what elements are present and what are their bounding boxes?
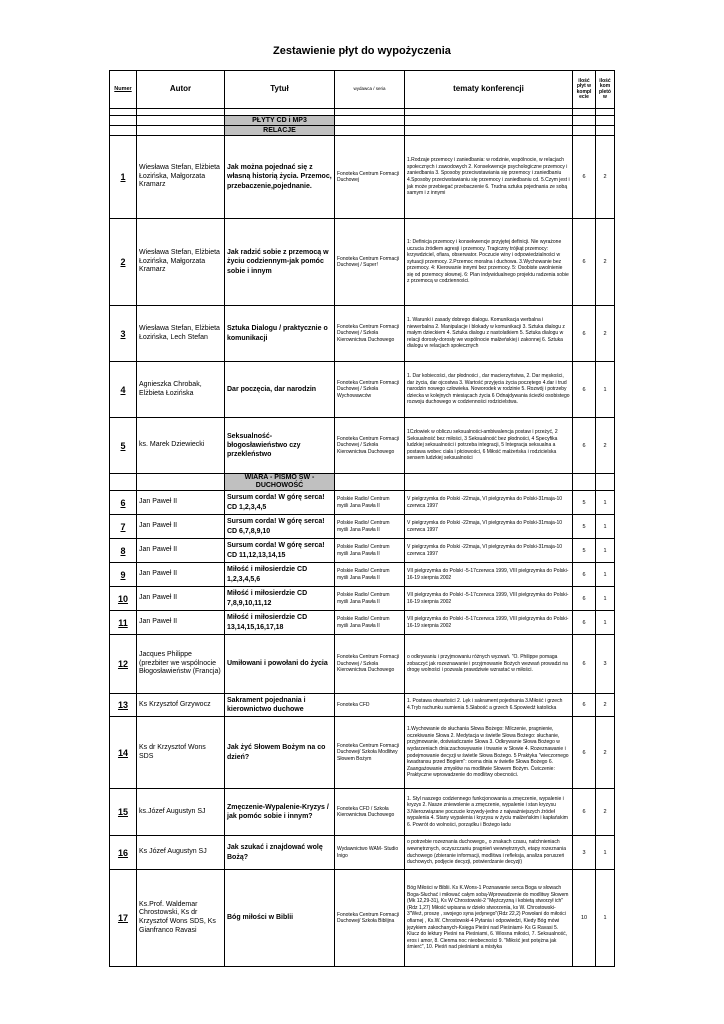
row-number: 1 xyxy=(110,136,137,219)
row-number: 5 xyxy=(110,418,137,474)
header-ilosc-plyt: ilość płyt w kompl ecie xyxy=(573,71,596,109)
row-topics: 1.Wychowanie do słuchania Słowa Bożego: Milczenie, pragnienie, oczekiwanie Słowa 2. Medytacja w świetle Słowa Bożego: słuchanie, przyjmowanie, doświadczanie Słowa 3. Odkrywanie Słowa Bożego w wydarzeniach dnia:zachowywanie i trwanie w Słowie 4. Rozeznawanie i podejmowanie decyzji w świetle Słowa Bożego. 5 Praktyka "wieczornego kwadransu przed Bogiem": ocena dnia w świetle Słowa Bożego 6. Zaangażowanie zmysłów na modlitwie Słowem Bożym. Ćwiczenie: Praktyczne wprowadzenie do modlitwy obecności. xyxy=(405,717,573,789)
table-row xyxy=(110,789,615,836)
row-number: 17 xyxy=(110,870,137,967)
row-topics: 1. Postawa otwartości 2. Lęk i sakrament pojednania 3.Miłość i grzech 4.Tryb rachunku sumienia 5.Słabość a grzech 6.Spowiedź katolicka xyxy=(405,694,573,717)
row-set-count: 2 xyxy=(596,306,615,362)
row-title: Zmęczenie-Wypalenie-Kryzys / jak pomóc sobie i innym? xyxy=(225,789,335,836)
header-row xyxy=(110,71,615,109)
catalog-table xyxy=(109,70,615,967)
row-author: Jan Paweł II xyxy=(137,611,225,635)
row-set-count: 1 xyxy=(596,491,615,515)
row-number: 2 xyxy=(110,219,137,306)
row-publisher: Fonoteka Centrum Formacji Duchowej / Super! xyxy=(335,219,405,306)
table-row xyxy=(110,611,615,635)
row-set-count: 1 xyxy=(596,515,615,539)
row-author: ks. Marek Dziewiecki xyxy=(137,418,225,474)
row-title: Jak żyć Słowem Bożym na co dzień? xyxy=(225,717,335,789)
table-row xyxy=(110,635,615,694)
table-row xyxy=(110,362,615,418)
table-row xyxy=(110,306,615,362)
row-topics: 1Człowiek w obliczu seksualności-ambiwalencja postaw i przeżyć, 2 Seksualność bez miłości, 3 Seksualność bez płodności, 4 Specyfika ludzkiej seksualności i potrzeba integracji, 5 Integracja seksualna a postawa wobec ciała i płciowości, 6 Miłość małżeńska i rodzicielska sensem ludzkiej seksualności xyxy=(405,418,573,474)
row-author: Jan Paweł II xyxy=(137,563,225,587)
row-disc-count: 6 xyxy=(573,219,596,306)
row-title: Miłość i miłosierdzie CD 1,2,3,4,5,6 xyxy=(225,563,335,587)
row-set-count: 1 xyxy=(596,362,615,418)
row-publisher: Polskie Radio/ Centrum myśli Jana Pawła II xyxy=(335,539,405,563)
document-title: Zestawienie płyt do wypożyczenia xyxy=(273,45,451,57)
section-label: WIARA - PISMO ŚW - DUCHOWOŚĆ xyxy=(225,474,335,491)
row-topics: o potrzebie rozeznania duchowego,, o znakach czasu, natchnieniach wewnętrznych, oczyszczaniu pragnień wewnętrznych, etapy rozeznania duchowego (zbieranie informacji, modlitwa i refleksja, analiza poruszeń duchowych, podjęcie decyzji, potwierdzanie decyzji) xyxy=(405,836,573,870)
row-topics: o odkrywaniu i przyjmowaniu różnych wyzwań. "O. Philippe pomaga zobaczyć jak rozeznawanie i przyjmowanie Bożych wezwań prowadzi na drogę wolności i pozwala prawdziwie wzrastać w miłości. xyxy=(405,635,573,694)
row-disc-count: 6 xyxy=(573,418,596,474)
table-row xyxy=(110,870,615,967)
row-title: Jak radzić sobie z przemocą w życiu codziennym-jak pomóc sobie i innym xyxy=(225,219,335,306)
row-publisher: Fonoteka Centrum Formacji Duchowej xyxy=(335,136,405,219)
row-publisher: Fonoteka Centrum Formacji Duchowej / Szkoła Kierownictwa Duchowego xyxy=(335,306,405,362)
header-wydawca: wydawca / seria xyxy=(335,71,405,109)
row-topics: VII pielgrzymka do Polski -5-17czerwca 1999, VIII pielgrzymka do Polski-16-19 sierpnia 2002 xyxy=(405,611,573,635)
row-author: Ks Józef Augustyn SJ xyxy=(137,836,225,870)
row-publisher: Fonoteka Centrum Formacji Duchowej/ Szkoła Modlitwy Słowem Bożym xyxy=(335,717,405,789)
row-number: 8 xyxy=(110,539,137,563)
table-row xyxy=(110,418,615,474)
row-title: Sursum corda! W górę serca! CD 6,7,8,9,10 xyxy=(225,515,335,539)
row-topics: VII pielgrzymka do Polski -5-17czerwca 1999, VIII pielgrzymka do Polski-16-19 sierpnia 2002 xyxy=(405,587,573,611)
row-topics: V pielgrzymka do Polski -22maja, VI pielgrzymka do Polski-31maja-10 czerwca 1997 xyxy=(405,515,573,539)
table-row xyxy=(110,219,615,306)
header-tematy: tematy konferencji xyxy=(405,71,573,109)
row-number: 14 xyxy=(110,717,137,789)
row-title: Miłość i miłosierdzie CD 13,14,15,16,17,18 xyxy=(225,611,335,635)
row-publisher: Wydawnictwo WAM- Studio Inigo xyxy=(335,836,405,870)
row-disc-count: 5 xyxy=(573,515,596,539)
row-number: 6 xyxy=(110,491,137,515)
row-topics: V pielgrzymka do Polski -22maja, VI pielgrzymka do Polski-31maja-10 czerwca 1997 xyxy=(405,491,573,515)
row-set-count: 1 xyxy=(596,563,615,587)
row-title: Jak można pojednać się z własną historią życia. Przemoc, przebaczenie,pojednanie. xyxy=(225,136,335,219)
row-author: Ks dr Krzysztof Wons SDS xyxy=(137,717,225,789)
row-title: Bóg miłości w Biblii xyxy=(225,870,335,967)
row-publisher: Polskie Radio/ Centrum myśli Jana Pawła II xyxy=(335,515,405,539)
row-number: 3 xyxy=(110,306,137,362)
table-row xyxy=(110,491,615,515)
row-author: Wiesława Stefan, Elżbieta Łozińska, Małgorzata Kramarz xyxy=(137,219,225,306)
row-disc-count: 6 xyxy=(573,563,596,587)
section-label: RELACJE xyxy=(225,126,335,136)
section-row-plyty xyxy=(110,116,615,126)
row-author: Wiesława Stefan, Elżbieta Łozińska, Lech Stefan xyxy=(137,306,225,362)
spacer-row xyxy=(110,109,615,116)
row-publisher: Polskie Radio/ Centrum myśli Jana Pawła II xyxy=(335,587,405,611)
table-row xyxy=(110,515,615,539)
row-set-count: 3 xyxy=(596,635,615,694)
row-publisher: Fonoteka CFD / Szkoła Kierownictwa Duchowego xyxy=(335,789,405,836)
table-row xyxy=(110,539,615,563)
row-set-count: 2 xyxy=(596,418,615,474)
row-publisher: Fonoteka CFD xyxy=(335,694,405,717)
row-number: 15 xyxy=(110,789,137,836)
row-disc-count: 6 xyxy=(573,587,596,611)
row-topics: 1. Warunki i zasady dobrego dialogu. Komunikacja werbalna i niewerbalna 2. Manipulacje i blokady w komunikacji 3. Sztuka dialogu z małym dzieckiem 4. Sztuka dialogu z nastolatkiem 5. Sztuka dialogu w relacji dorosły-dorosły we wspólnocie małżeńskiej i zakonnej 6. Sztuka dialogu w relacjach społecznych xyxy=(405,306,573,362)
row-author: ks.Józef Augustyn SJ xyxy=(137,789,225,836)
row-author: Jacques Philippe (prezbiter we wspólnocie Błogosławieństw (Francja) xyxy=(137,635,225,694)
row-title: Sursum corda! W górę serca! CD 11,12,13,14,15 xyxy=(225,539,335,563)
row-title: Seksualność- błogosławieństwo czy przekleństwo xyxy=(225,418,335,474)
row-set-count: 1 xyxy=(596,870,615,967)
row-author: Jan Paweł II xyxy=(137,515,225,539)
row-set-count: 1 xyxy=(596,836,615,870)
row-title: Miłość i miłosierdzie CD 7,8,9,10,11,12 xyxy=(225,587,335,611)
row-topics: VII pielgrzymka do Polski -5-17czerwca 1999, VIII pielgrzymka do Polski-16-19 sierpnia 2002 xyxy=(405,563,573,587)
header-numer: Numer xyxy=(110,71,137,109)
row-disc-count: 3 xyxy=(573,836,596,870)
row-publisher: Polskie Radio/ Centrum myśli Jana Pawła II xyxy=(335,563,405,587)
row-topics: 1. Styl naszego codziennego funkcjonowania a zmęczenie, wypalenie i kryzys 2. Nasze zniewolenie a zmęczenie, wypalenie i stan kryzysu 3.Nierozwiązane poczucie krzywdy-jedno z najważniejszych źródeł wypalenia 4. Stany wypalenia i kryzysu w życiu małżeńskim i kapłańskim 6. Powrót do wolności, porządku i Bożego ładu xyxy=(405,789,573,836)
row-disc-count: 6 xyxy=(573,306,596,362)
row-number: 10 xyxy=(110,587,137,611)
row-title: Jak szukać i znajdować wolę Bożą? xyxy=(225,836,335,870)
row-set-count: 2 xyxy=(596,136,615,219)
section-row-relacje xyxy=(110,126,615,136)
row-topics: V pielgrzymka do Polski -22maja, VI pielgrzymka do Polski-31maja-10 czerwca 1997 xyxy=(405,539,573,563)
row-disc-count: 6 xyxy=(573,789,596,836)
row-set-count: 2 xyxy=(596,717,615,789)
row-title: Dar poczęcia, dar narodzin xyxy=(225,362,335,418)
row-number: 7 xyxy=(110,515,137,539)
table-row xyxy=(110,717,615,789)
row-number: 4 xyxy=(110,362,137,418)
row-author: Jan Paweł II xyxy=(137,491,225,515)
row-disc-count: 6 xyxy=(573,635,596,694)
row-disc-count: 6 xyxy=(573,136,596,219)
table-row xyxy=(110,694,615,717)
row-publisher: Polskie Radio/ Centrum myśli Jana Pawła II xyxy=(335,611,405,635)
table-row xyxy=(110,136,615,219)
row-number: 16 xyxy=(110,836,137,870)
row-author: Jan Paweł II xyxy=(137,587,225,611)
row-disc-count: 5 xyxy=(573,539,596,563)
row-topics: Bóg Miłości w Biblii. Ks K.Wons-1 Poznawanie serca Boga w słowach Boga-Słuchać i miłować całym sobą-Wprowadzenie do modlitwy Słowem (Mk 12,29-31), Ks W Chrostowski-2 "Mężczyzną i kobietą stworzył ich" (Rdz 1,27) Miłość wpisana w dzieło stworzenia, ks W. Chrostowski-3"Weź, proszę , swojego syna jedynego"(Rdz 22,2) Powołani do miłości ofiarnej , Ks.W. Chrostowski-4 Pytania i odpowiedzi, Kiedy Bóg mówi językiem zakochanych-Księga Pieśni nad Pieśniami- Ks G Ravasi 5. Klucz do lektury Pieśni na Pieśniami, 6. Wiosna miłości, 7. Seksualność, eros i amor, 8. Cienma noc nieobecności 9. "Miłość jest potężna jak śmierć", 10. Pieśń nad pieśniami a mistyka xyxy=(405,870,573,967)
row-topics: 1: Definicja przemocy i konsekwencje przyjętej definicji. Nie wyrażone uczucia źródłem agresji i przemocy. Tragiczny trójkąt przemocy: krzywdziciel, ofiara, obserwator. Poczucie winy i odpowiedzialności w sytuacji przemocy. 2.Przemoc moralna i duchowa. 3.Wychowanie bez przemocy. 4: Kierowanie innymi bez przemocy. 5: Osobiste uwolnienie się od przemocy słownej. 6: Plan indywidualnego projektu radzenia sobie z przemocą w codzienności. xyxy=(405,219,573,306)
row-title: Sursum corda! W górę serca! CD 1,2,3,4,5 xyxy=(225,491,335,515)
row-publisher: Polskie Radio/ Centrum myśli Jana Pawła II xyxy=(335,491,405,515)
row-disc-count: 6 xyxy=(573,717,596,789)
row-author: Ks.Prof. Waldemar Chrostowski, Ks dr Krzysztof Wons SDS, Ks Gianfranco Ravasi xyxy=(137,870,225,967)
header-ilosc-kompletow: ilość kom pletó w xyxy=(596,71,615,109)
row-author: Jan Paweł II xyxy=(137,539,225,563)
section-row-wiara xyxy=(110,474,615,491)
row-author: Wiesława Stefan, Elżbieta Łozińska, Małgorzata Kramarz xyxy=(137,136,225,219)
row-set-count: 2 xyxy=(596,694,615,717)
row-author: Ks Krzysztof Grzywocz xyxy=(137,694,225,717)
row-topics: 1. Dar kobiecości, dar płodności , dar macierzyństwa, 2. Dar męskości, dar życia, dar ojcostwa 3. Wartość przyjęcia życia poczętego 4.dar i trud narodzin nowego człowieka. Noworodek w rodzinie 5. Rozwój i potrzeby dziecka w kolejnych miesiącach życia 6 Odnajdywania ścieżki osobistego rozwoju duchowego w codzienności rodzicielstwa. xyxy=(405,362,573,418)
header-tytul: Tytuł xyxy=(225,71,335,109)
row-title: Umiłowani i powołani do życia xyxy=(225,635,335,694)
row-number: 12 xyxy=(110,635,137,694)
row-disc-count: 5 xyxy=(573,491,596,515)
row-publisher: Fonoteka Centrum Formacji Duchowej / Szkoła Kierownictwa Duchowego xyxy=(335,418,405,474)
row-publisher: Fonoteka Centrum Formacji Duchowej / Szkoła Kierownictwa Duchowego xyxy=(335,635,405,694)
row-disc-count: 6 xyxy=(573,694,596,717)
row-disc-count: 6 xyxy=(573,611,596,635)
row-topics: 1.Rodzaje przemocy i zaniedbania: w rodzinie, wspólnocie, w relacjach społecznych i zawodowych 2. Konsekwencje psychologiczne przemocy i zaniedbania 3. Sposoby przeciwstawiania się przemocy i zaniedbaniu 4.Sposoby przeciwstawianiu się przemocy i zaniedbaniu cd. 5.Czym jest i jak może przebiegać przebaczenie 6. Trudna sztuka pojednania ze sobą samym i z innymi xyxy=(405,136,573,219)
section-label: PŁYTY CD i MP3 xyxy=(225,116,335,126)
row-set-count: 2 xyxy=(596,789,615,836)
row-title: Sztuka Dialogu / praktycznie o komunikacji xyxy=(225,306,335,362)
table-row xyxy=(110,587,615,611)
table-row xyxy=(110,563,615,587)
row-author: Agnieszka Chrobak, Elżbieta Łozińska xyxy=(137,362,225,418)
row-set-count: 1 xyxy=(596,611,615,635)
row-set-count: 2 xyxy=(596,219,615,306)
row-title: Sakrament pojednania i kierownictwo duchowe xyxy=(225,694,335,717)
row-disc-count: 10 xyxy=(573,870,596,967)
row-number: 9 xyxy=(110,563,137,587)
header-autor: Autor xyxy=(137,71,225,109)
row-disc-count: 6 xyxy=(573,362,596,418)
row-set-count: 1 xyxy=(596,587,615,611)
table-row xyxy=(110,836,615,870)
row-number: 13 xyxy=(110,694,137,717)
row-set-count: 1 xyxy=(596,539,615,563)
row-number: 11 xyxy=(110,611,137,635)
row-publisher: Fonoteka Centrum Formacji Duchowej/ Szkoła Biblijna xyxy=(335,870,405,967)
row-publisher: Fonoteka Centrum Formacji Duchowej / Szkoła Wychowawców xyxy=(335,362,405,418)
